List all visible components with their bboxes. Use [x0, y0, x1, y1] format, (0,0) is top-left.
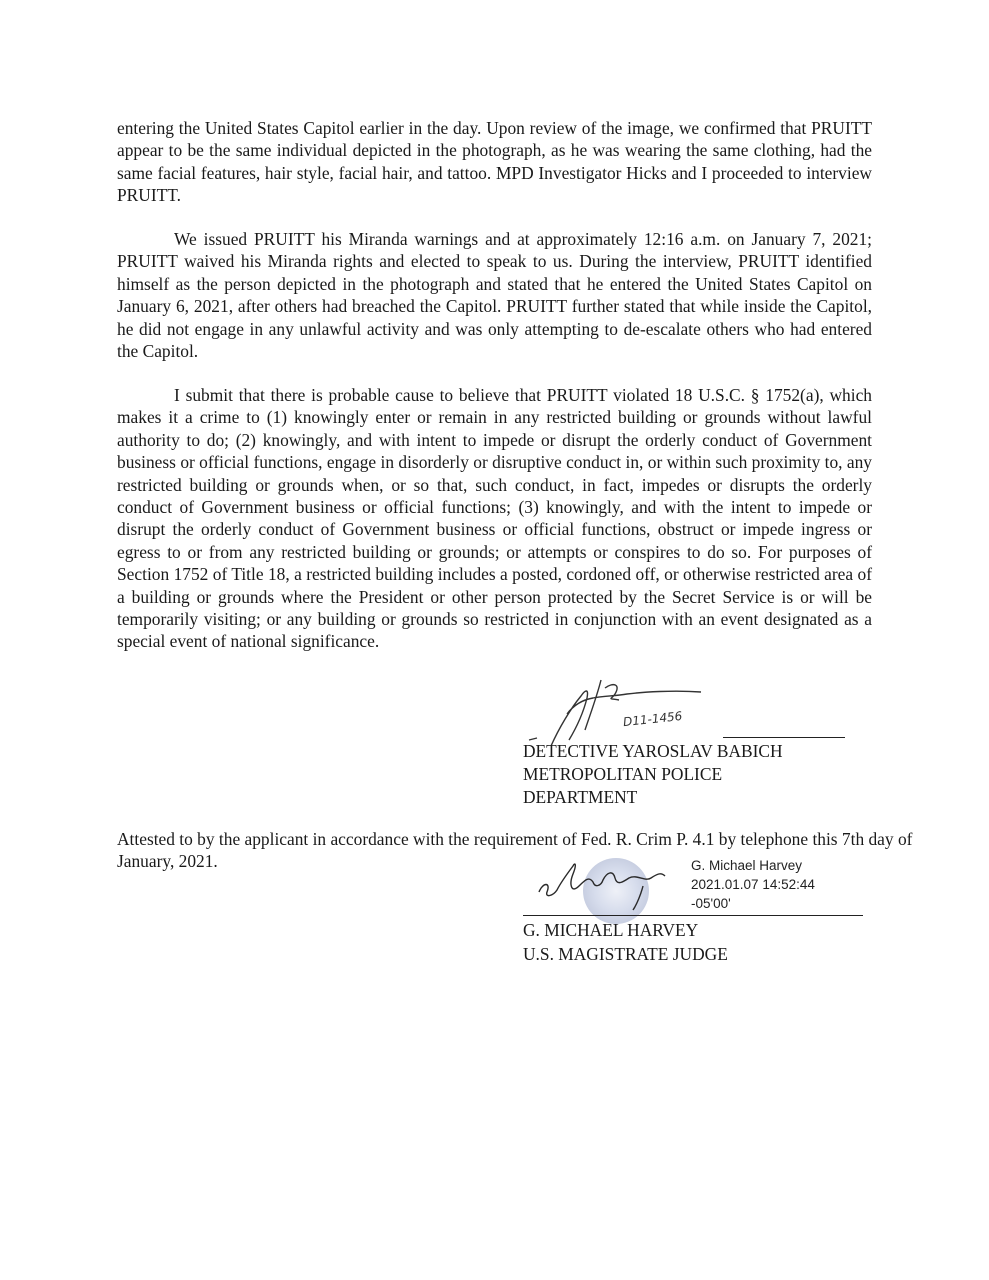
judge-title: U.S. MAGISTRATE JUDGE — [523, 944, 728, 964]
digital-signature-date: 2021.01.07 14:52:44 — [691, 877, 815, 892]
attestation-paragraph: Attested to by the applicant in accordance with the requirement of Fed. R. Crim P. 4.1 by telephone this 7th day of January, 2021. — [117, 829, 913, 872]
judge-signature-icon — [533, 852, 693, 912]
judge-name: G. MICHAEL HARVEY — [523, 920, 699, 940]
affiant-title-line-2: DEPARTMENT — [523, 787, 638, 807]
affiant-signature-line — [723, 737, 845, 738]
affiant-badge-note: D11-1456 — [622, 708, 683, 730]
paragraph-1: entering the United States Capitol earlier in the day. Upon review of the image, we confirmed that PRUITT appear to be the same individual depicted in the photograph, as he was wearing the same clothing, had the same facial features, hair style, facial hair, and tattoo. MPD Investigator Hicks and I proceeded to interview PRUITT. — [117, 118, 872, 206]
digital-signature-stamp — [691, 856, 815, 913]
digital-signature-name: G. Michael Harvey — [691, 858, 803, 873]
paragraph-2: We issued PRUITT his Miranda warnings and at approximately 12:16 a.m. on January 7, 2021; PRUITT waived his Miranda rights and elected to speak to us. During the interview, PRUITT identified himself as the person depicted in the photograph and stated that he entered the United States Capitol on January 6, 2021, after others had breached the Capitol. PRUITT further stated that while inside the Capitol, he did not engage in any unlawful activity and was only attempting to de-escalate others who had entered the Capitol. — [117, 229, 872, 362]
paragraph-3: I submit that there is probable cause to believe that PRUITT violated 18 U.S.C. § 1752(a), which makes it a crime to (1) knowingly enter or remain in any restricted building or grounds without lawful authority to do; (2) knowingly, and with intent to impede or disrupt the orderly conduct of Government business or official functions, engage in disorderly or disruptive conduct in, or within such proximity to, any restricted building or grounds when, or so that, such conduct, in fact, impedes or disrupts the orderly conduct of Government business or official functions; (3) knowingly, and with the intent to impede or disrupt the orderly conduct of Government business or official functions, obstruct or impede ingress or egress to or from any restricted building or grounds; or attempts or conspires to do so. For purposes of Section 1752 of Title 18, a restricted building includes a posted, cordoned off, or otherwise restricted area of a building or grounds where the President or other person protected by the Secret Service is or will be temporarily visiting; or any building or grounds so restricted in conjunction with an event designated as a special event of national significance. — [117, 385, 872, 652]
judge-signature-line — [523, 915, 863, 916]
affiant-title-line-1: METROPOLITAN POLICE — [523, 764, 723, 784]
judge-signature-block — [523, 852, 868, 972]
digital-signature-timezone: -05'00' — [691, 896, 731, 911]
affiant-signature-block — [523, 678, 863, 818]
affiant-name: DETECTIVE YAROSLAV BABICH — [523, 741, 783, 761]
